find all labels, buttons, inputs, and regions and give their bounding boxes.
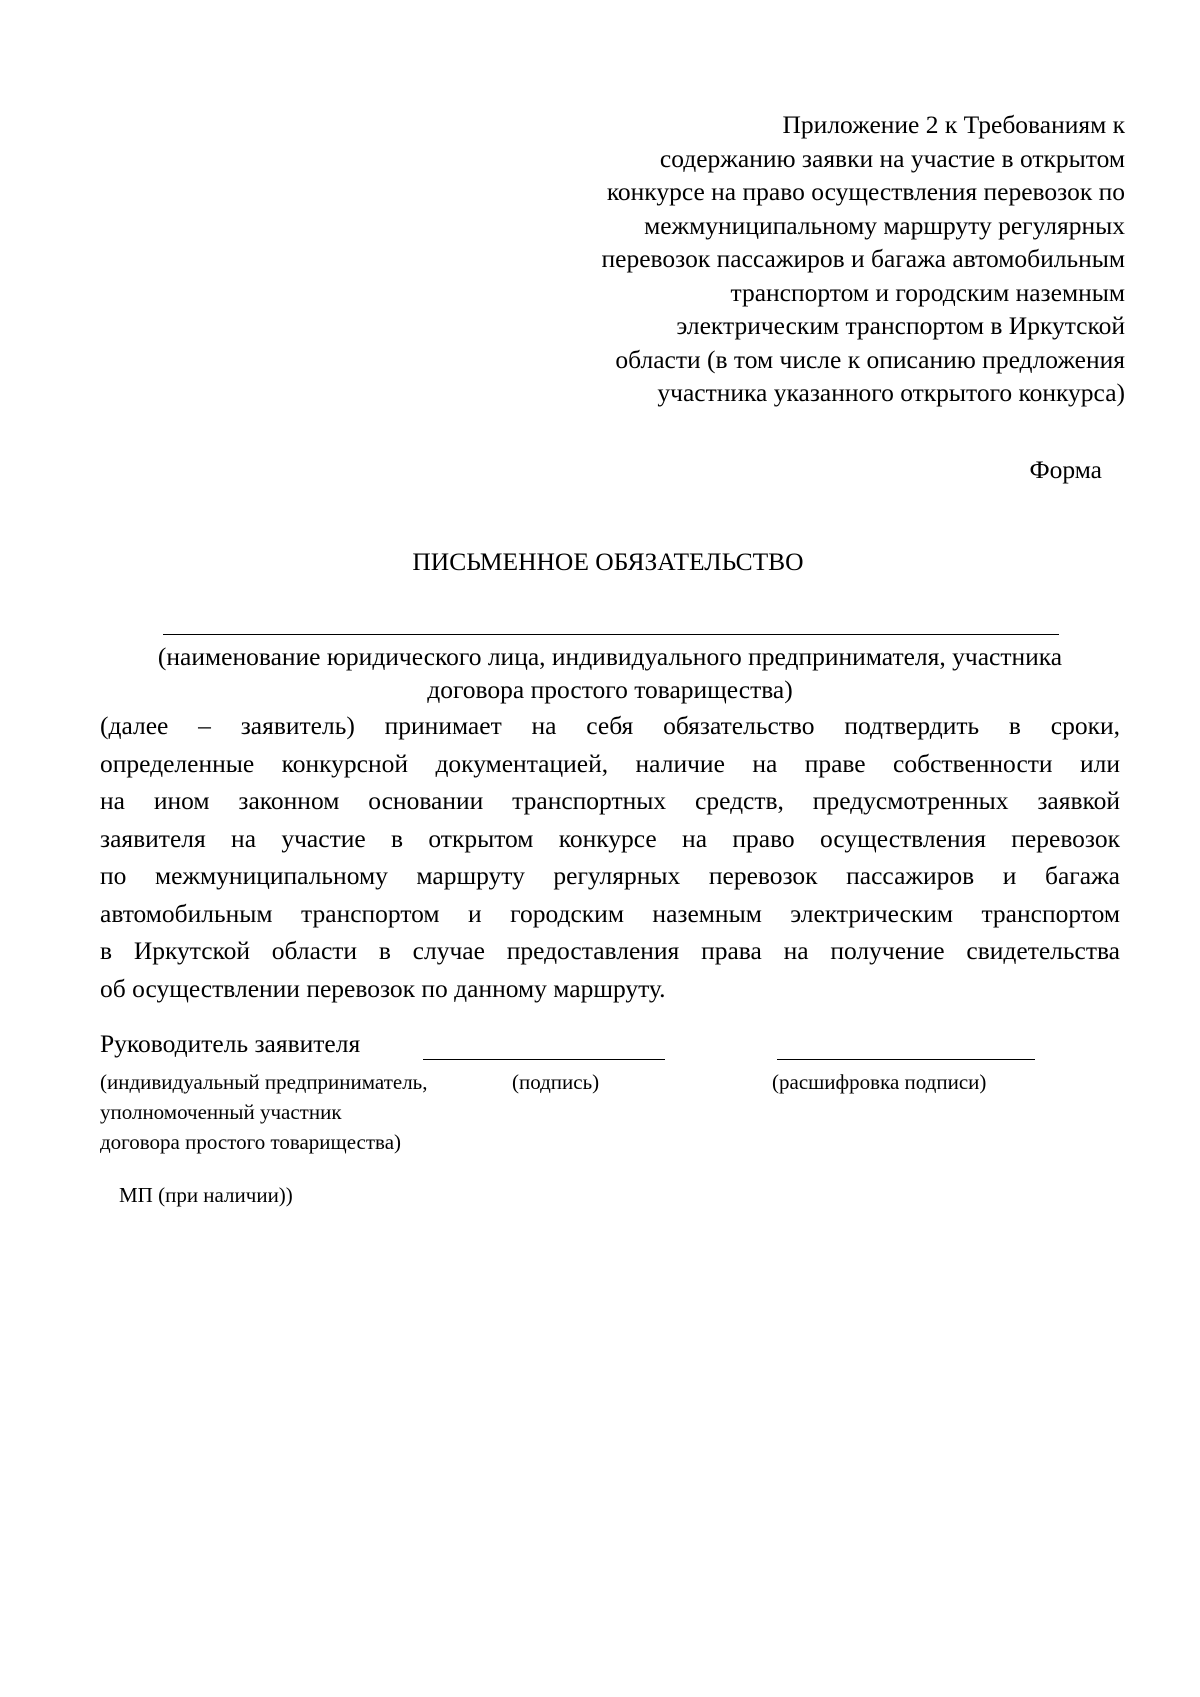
appendix-line: участника указанного открытого конкурса)	[657, 378, 1125, 407]
appendix-line: области (в том числе к описанию предложения	[615, 344, 1125, 374]
appendix-line: межмуниципальному маршруту регулярных	[644, 210, 1125, 240]
signature-caption: (подпись)	[512, 1070, 600, 1094]
caption-line: договора простого товарищества)	[427, 675, 793, 704]
appendix-line: содержанию заявки на участие в открытом	[659, 143, 1125, 173]
applicant-name-line	[163, 634, 1059, 635]
signature-decode-caption: (расшифровка подписи)	[772, 1070, 987, 1094]
body-line: автомобильным транспортом и городским наземным электрическим транспортом	[100, 898, 1120, 928]
stamp-placeholder: МП (при наличии))	[119, 1183, 293, 1207]
body-line: (далее – заявитель) принимает на себя обязательство подтвердить в сроки,	[100, 711, 1120, 740]
caption-line: (индивидуальный предприниматель,	[100, 1070, 428, 1094]
body-line: по межмуниципальному маршруту регулярных перевозок пассажиров и багажа	[100, 861, 1120, 890]
body-line: заявителя на участие в открытом конкурсе на право осуществления перевозок	[100, 823, 1120, 853]
body-line: определенные конкурсной документацией, наличие на праве собственности или	[100, 748, 1120, 778]
body-line: на ином законном основании транспортных средств, предусмотренных заявкой	[100, 786, 1120, 815]
appendix-line: транспортом и городским наземным	[730, 277, 1125, 307]
appendix-line: перевозок пассажиров и багажа автомобильным	[601, 244, 1125, 273]
document-title: ПИСЬМЕННОЕ ОБЯЗАТЕЛЬСТВО	[412, 547, 804, 576]
signatory-caption	[100, 1067, 428, 1157]
caption-line: (наименование юридического лица, индивидуального предпринимателя, участника	[157, 642, 1063, 671]
appendix-line: конкурсе на право осуществления перевозок по	[606, 177, 1125, 206]
body-line: в Иркутской области в случае предоставления права на получение свидетельства	[100, 936, 1120, 965]
body-line: об осуществлении перевозок по данному маршруту.	[100, 973, 666, 1003]
signature-line	[423, 1059, 665, 1060]
appendix-reference	[505, 108, 1125, 410]
obligation-text	[100, 707, 1120, 1007]
appendix-line: электрическим транспортом в Иркутской	[676, 311, 1125, 340]
appendix-line: Приложение 2 к Требованиям к	[782, 110, 1125, 139]
signatory-label: Руководитель заявителя	[100, 1029, 361, 1058]
caption-line: договора простого товарищества)	[100, 1130, 402, 1154]
caption-line: уполномоченный участник	[100, 1100, 342, 1124]
form-label: Форма	[1029, 455, 1102, 484]
applicant-name-caption	[100, 640, 1120, 706]
signature-decode-line	[777, 1059, 1035, 1060]
